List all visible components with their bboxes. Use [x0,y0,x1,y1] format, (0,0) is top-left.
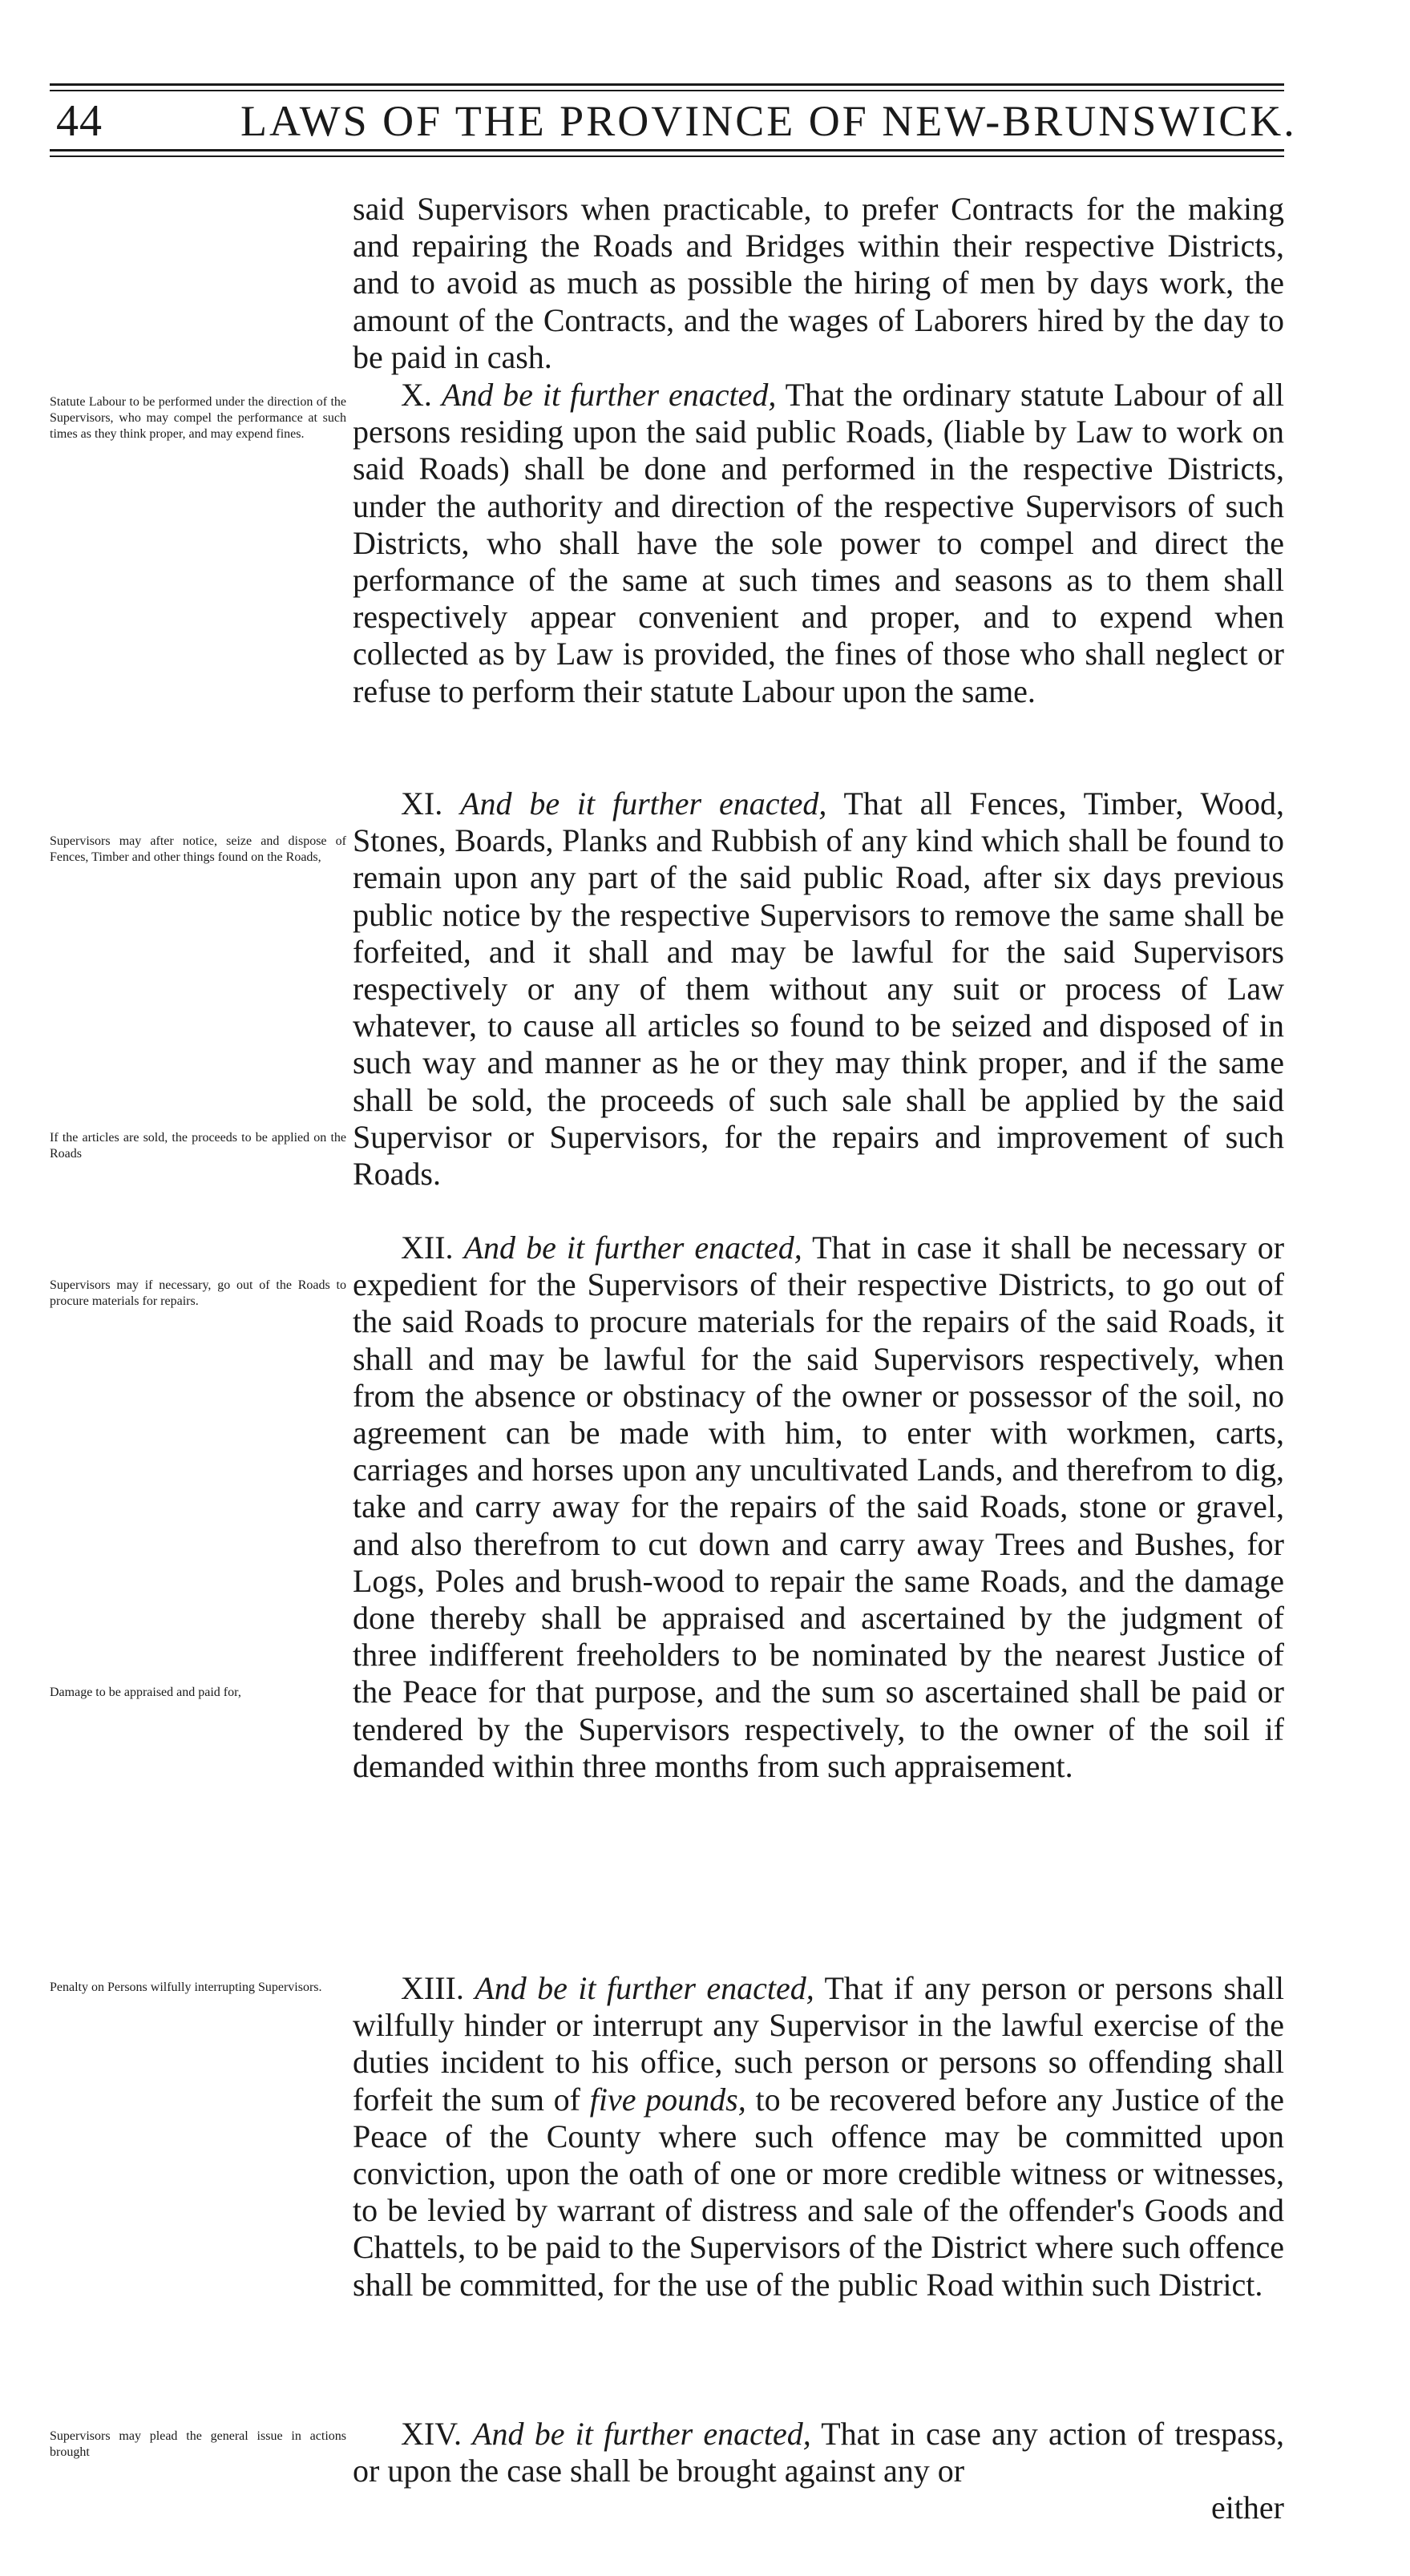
section-text: That all Fences, Timber, Wood, Stones, Boards, Planks and Rubbish of any kind which shall be found to remain upon any part of the said public Road, after six days previous public notice by the respective Supervisors to remove the same shall be forfeited, and it shall and may be lawful for the said Supervisors respectively or any of them without any suit or process of Law whatever, to cause all articles so found to be seized and disposed of in such way and manner as he or they may think proper, and if the same shall be sold, the proceeds of such sale shall be applied by the said Supervisor or Supervisors, for the repairs and improvement of such Roads. [353,785,1285,1193]
catchword: either [1210,2489,1284,2526]
enacting-formula: And be it further enacted, [472,2416,811,2452]
section-xii-block [353,1229,1284,1785]
running-head: LAWS OF THE PROVINCE OF NEW-BRUNSWICK. [240,97,1297,145]
section-x-block [353,377,1284,710]
section-text: That in case any action of trespass, or upon the case shall be brought against any or [353,2416,1285,2489]
margin-note-damage: Damage to be appraised and paid for, [50,1686,241,1699]
section-text-continued: to be recovered before any Justice of the Peace of the County where such offence may be committed upon conviction, upon the oath of one or more credible witness or witnesses, to be levied by warrant of distress and sale of the offender's Goods and Chattels, to be paid to the Supervisors of the District where such offence shall be committed, for the use of the public Road within such District. [353,2081,1285,2303]
section-text: That in case it shall be necessary or expedient for the Supervisors of their respective Districts, to go out of the said Roads to procure materials for the repairs of the said Roads, it shall and may be lawful for the said Supervisors respectively, when from the absence or obstinacy of the owner or possessor of the soil, no agreement can be made with him, to enter with workmen, carts, carriages and horses upon any uncultivated Lands, and therefrom to dig, take and carry away for the repairs of the said Roads, stone or gravel, and also therefrom to cut down and carry away Trees and Bushes, for Logs, Poles and brush-wood to repair the same Roads, and the damage done thereby shall be appraised and ascertained by the judgment of three indifferent freeholders to be nominated by the nearest Justice of the Peace for that purpose, and the sum so ascertained shall be paid or tendered by the Supervisors respectively, to the owner of the soil if demanded within three months from such appraisement. [353,1229,1285,1784]
section-xiii [353,1970,1284,2303]
section-xiv [353,2416,1284,2489]
margin-note-statute-labour: Statute Labour to be performed under the direction of the Supervisors, who may compel the performance at such times as they think proper, and may expend fines. [50,395,346,441]
section-xiii-block [353,1970,1284,2303]
header-rule-top-thin [50,90,1284,91]
section-x [353,377,1284,710]
penalty-amount: five pounds, [589,2081,746,2118]
enacting-formula: And be it further enacted, [475,1970,814,2006]
enacting-formula: And be it further enacted, [463,1229,802,1266]
body-continuation-block [353,191,1284,376]
section-xi-block [353,785,1284,1193]
section-number: XIII. [401,1970,464,2006]
enacting-formula: And be it further enacted, [460,785,827,822]
section-xi [353,785,1284,1193]
section-text: That if any person or persons shall wilfully hinder or interrupt any Supervisor in the lawful exercise of the duties incident to his office, such person or persons so offending shall forfeit the sum of [353,1970,1285,2118]
section-number: XIV. [401,2416,462,2452]
margin-note-proceeds: If the articles are sold, the proceeds to be applied on the Roads [50,1131,346,1161]
section-number: XI. [401,785,443,822]
header-rule-bottom-thin [50,155,1284,157]
section-number: X. [401,377,432,413]
margin-note-penalty: Penalty on Persons wilfully interrupting Supervisors. [50,1980,322,1994]
header-rule-bottom [50,149,1284,151]
section-xii [353,1229,1284,1785]
margin-note-general-issue: Supervisors may plead the general issue in actions brought [50,2429,346,2459]
page-number: 44 [56,96,103,146]
header-rule-top [50,83,1284,86]
margin-note-materials: Supervisors may if necessary, go out of the Roads to procure materials for repairs. [50,1278,346,1308]
section-number: XII. [401,1229,454,1266]
section-xiv-block [353,2416,1284,2527]
enacting-formula: And be it further enacted, [441,377,777,413]
continuation-paragraph: said Supervisors when practicable, to prefer Contracts for the making and repairing the Roads and Bridges within their respective Districts, and to avoid as much as possible the hiring of men by days work, the amount of the Contracts, and the wages of Laborers hired by the day to be paid in cash. [353,191,1284,375]
margin-note-seize-fences: Supervisors may after notice, seize and dispose of Fences, Timber and other things found on the Roads, [50,834,346,864]
section-text: That the ordinary statute Labour of all persons residing upon the said public Roads, (liable by Law to work on said Roads) shall be done and performed in the respective Districts, under the authority and direction of the respective Supervisors of such Districts, who shall have the sole power to compel and direct the performance of the same at such times and seasons as to them shall respectively appear convenient and proper, and to expend when collected as by Law is provided, the fines of those who shall neglect or refuse to perform their statute Labour upon the same. [353,377,1284,709]
